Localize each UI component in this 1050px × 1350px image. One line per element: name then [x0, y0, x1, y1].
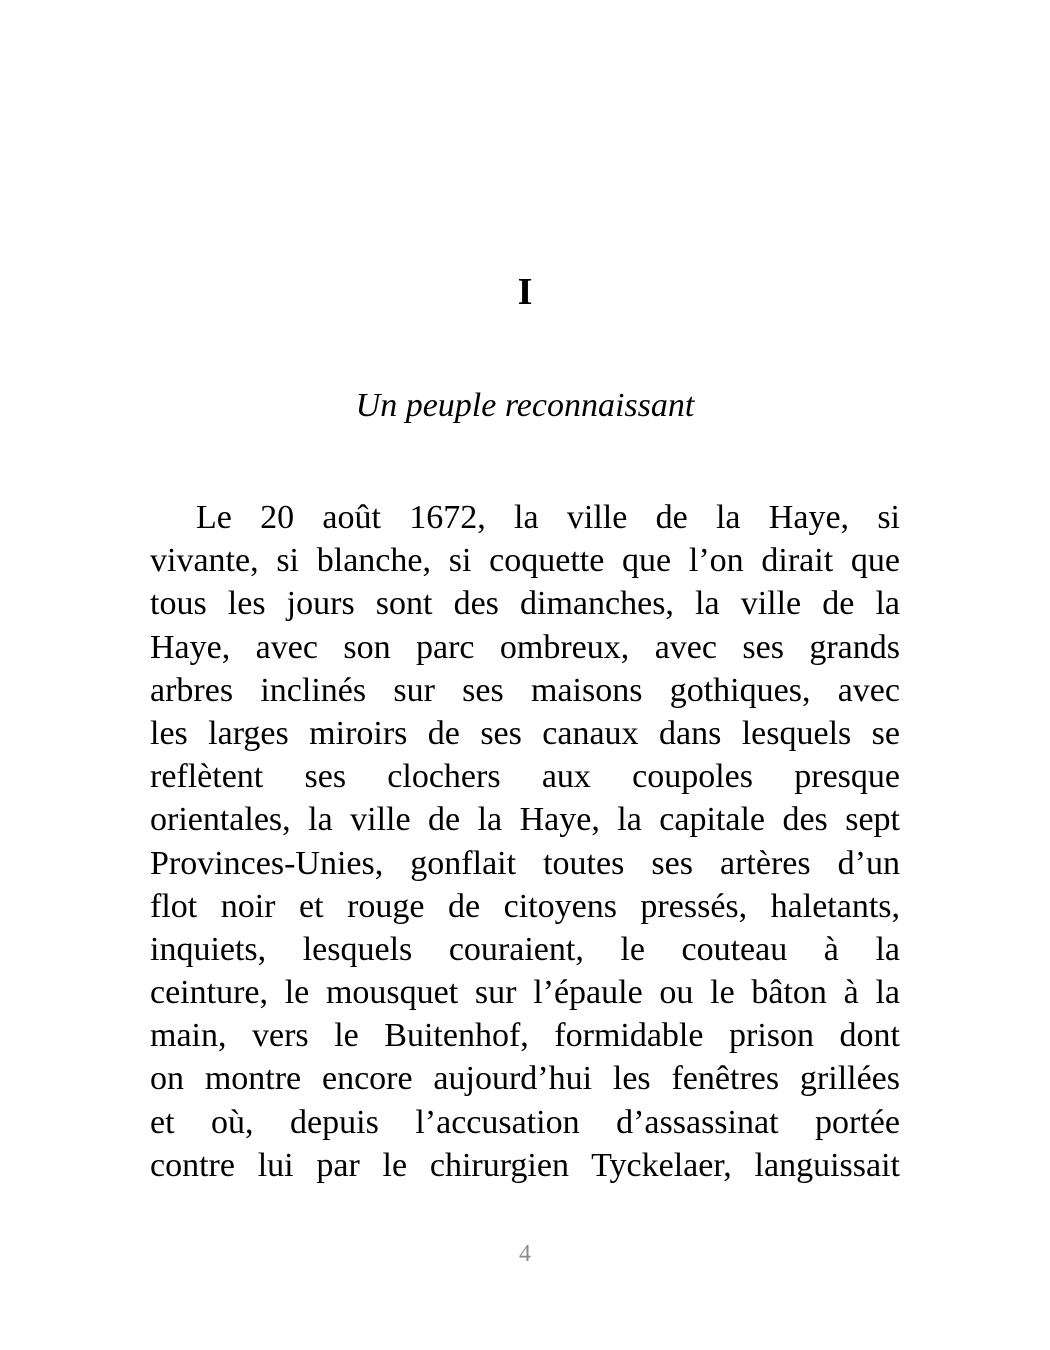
text-line: on montre encore aujourd’hui les fenêtres grillées: [150, 1060, 900, 1098]
page-number: 4: [519, 1241, 531, 1267]
body-paragraph: [150, 496, 900, 1187]
text-line: main, vers le Buitenhof, formidable prison dont: [150, 1017, 900, 1055]
chapter-title: Un peuple reconnaissant: [355, 387, 695, 424]
text-line: Provinces-Unies, gonflait toutes ses artères d’un: [150, 844, 900, 882]
text-line: contre lui par le chirurgien Tyckelaer, languissait: [150, 1146, 900, 1184]
text-line: et où, depuis l’accusation d’assassinat portée: [150, 1103, 900, 1141]
text-line: orientales, la ville de la Haye, la capitale des sept: [150, 801, 900, 839]
text-line: reflètent ses clochers aux coupoles presque: [150, 758, 900, 796]
text-line: Haye, avec son parc ombreux, avec ses grands: [150, 628, 900, 666]
text-line: flot noir et rouge de citoyens pressés, haletants,: [150, 887, 900, 925]
chapter-number: I: [517, 271, 533, 313]
text-line: ceinture, le mousquet sur l’épaule ou le bâton à la: [150, 974, 900, 1012]
text-line: Le 20 août 1672, la ville de la Haye, si: [196, 499, 900, 536]
text-line: inquiets, lesquels couraient, le couteau à la: [150, 930, 900, 968]
text-line: les larges miroirs de ses canaux dans lesquels se: [150, 714, 900, 752]
text-line: vivante, si blanche, si coquette que l’on dirait que: [150, 542, 900, 580]
text-line: tous les jours sont des dimanches, la ville de la: [150, 585, 900, 623]
text-line: arbres inclinés sur ses maisons gothiques, avec: [150, 671, 900, 709]
